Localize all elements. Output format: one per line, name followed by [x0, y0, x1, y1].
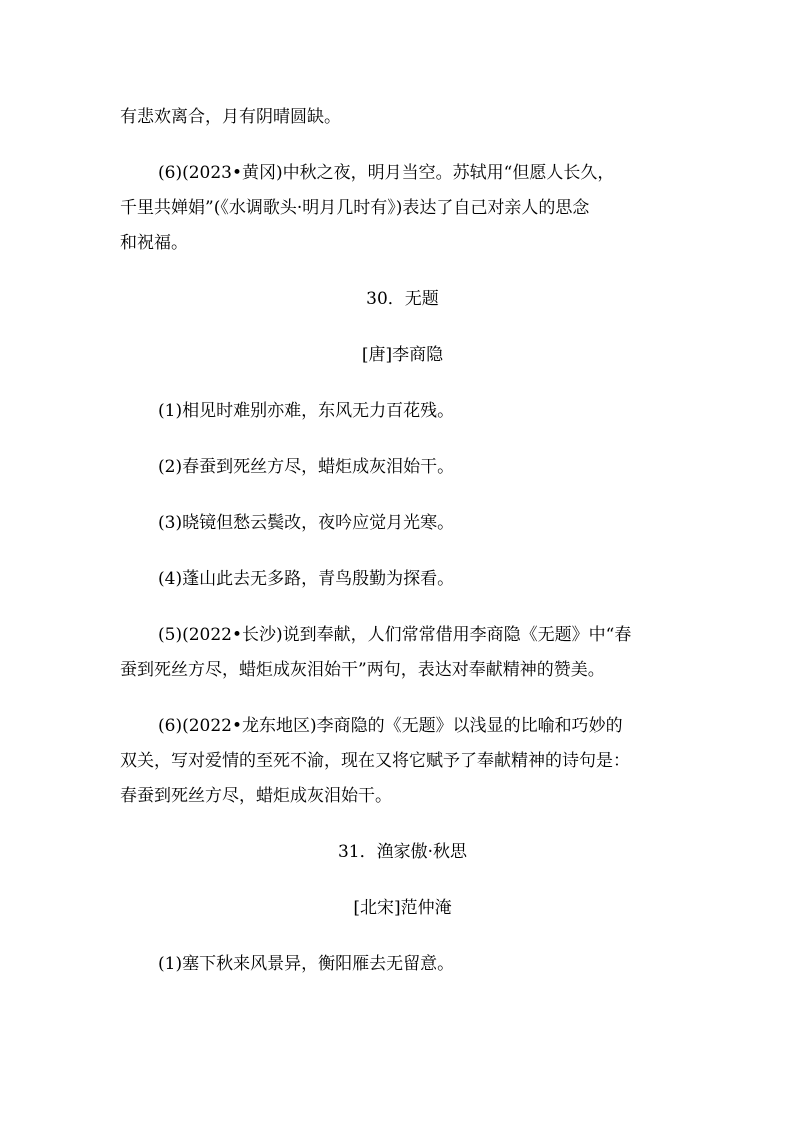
text-line: (2)春蚕到死丝方尽，蜡炬成灰泪始干。 [158, 457, 455, 477]
text-line: (4)蓬山此去无多路，青鸟殷勤为探看。 [158, 569, 455, 589]
text-line: (3)晓镜但愁云鬓改，夜吟应觉月光寒。 [158, 513, 455, 533]
poem-30-author [120, 338, 685, 373]
text-line: 千里共婵娟”(《水调歌头·明月几时有》)表达了自己对亲人的思念 [120, 198, 590, 218]
poem-31-item-1 [120, 947, 685, 982]
text-line: 春蚕到死丝方尽，蜡炬成灰泪始干。 [120, 786, 392, 806]
poem-31-author [120, 891, 685, 926]
text-line: 蚕到死丝方尽，蜡炬成灰泪始干”两句，表达对奉献精神的赞美。 [120, 660, 605, 680]
poem-30-item-1 [120, 394, 685, 429]
poem-30-item-2 [120, 450, 685, 485]
text-line: 和祝福。 [120, 233, 188, 253]
text-line: (1)相见时难别亦难，东风无力百花残。 [158, 401, 455, 421]
poem-author: [北宋]范仲淹 [353, 898, 452, 918]
intro-paragraph [120, 100, 685, 135]
poem-30-title [120, 282, 685, 317]
poem-title: 30．无题 [366, 289, 439, 309]
poem-31-title [120, 835, 685, 870]
text-line: 双关，写对爱情的至死不渝，现在又将它赋予了奉献精神的诗句是： [120, 751, 630, 771]
text-line: 有悲欢离合，月有阴晴圆缺。 [120, 107, 341, 127]
text-line: (6)(2023•黄冈)中秋之夜，明月当空。苏轼用“但愿人长久， [158, 163, 615, 183]
poem-30-item-5 [120, 618, 685, 688]
poem-30-item-4 [120, 562, 685, 597]
poem-30-item-3 [120, 506, 685, 541]
document-page [120, 100, 685, 1003]
text-line: (1)塞下秋来风景异，衡阳雁去无留意。 [158, 954, 455, 974]
poem-30-item-6 [120, 709, 685, 814]
question-29-6 [120, 156, 685, 261]
poem-author: [唐]李商隐 [361, 345, 444, 365]
text-line: (6)(2022•龙东地区)李商隐的《无题》以浅显的比喻和巧妙的 [158, 716, 623, 736]
text-line: (5)(2022•长沙)说到奉献，人们常常借用李商隐《无题》中“春 [158, 625, 632, 645]
poem-title: 31．渔家傲·秋思 [337, 842, 468, 862]
